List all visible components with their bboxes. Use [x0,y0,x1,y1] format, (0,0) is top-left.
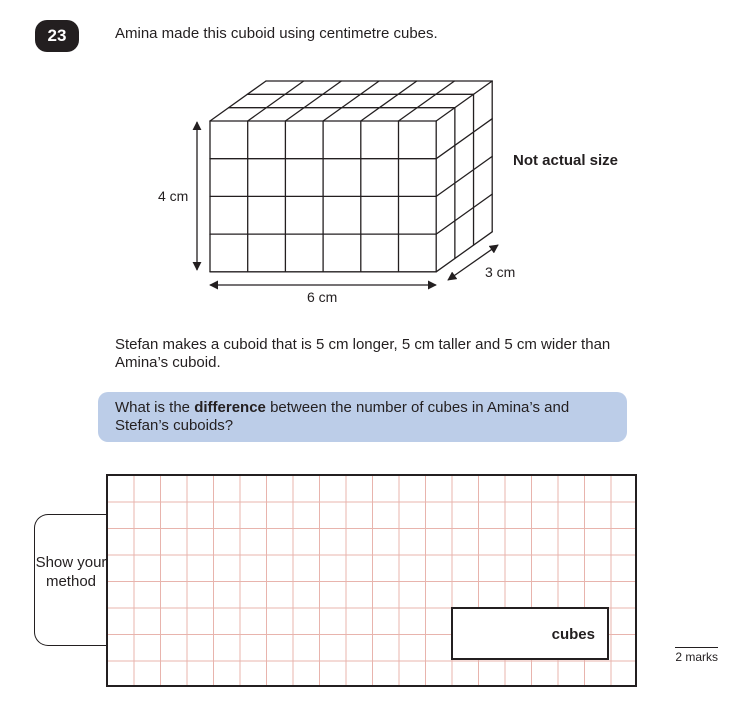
prompt-text-start: What is the [115,399,195,416]
show-method-tab [34,514,114,646]
marks-label: 2 marks [675,647,718,664]
question-prompt [98,392,627,442]
answer-box[interactable] [451,607,609,660]
answer-unit: cubes [551,626,595,643]
height-label: 4 cm [158,188,189,204]
show-method-label: Show your method [35,554,107,590]
width-label: 3 cm [485,264,516,280]
prompt-text-end: between the number of cubes in Amina’s and Stefan’s cuboids? [115,399,570,434]
question-number: 23 [35,20,79,52]
prompt-bold-word: difference [194,399,266,416]
question-intro: Amina made this cuboid using centimetre cubes. [115,25,438,42]
not-actual-size-label: Not actual size [513,152,619,169]
cuboid-figure [0,0,743,320]
stefan-description: Stefan makes a cuboid that is 5 cm longer, 5 cm taller and 5 cm wider than Amina’s cuboid. [115,336,611,371]
length-label: 6 cm [307,289,338,305]
